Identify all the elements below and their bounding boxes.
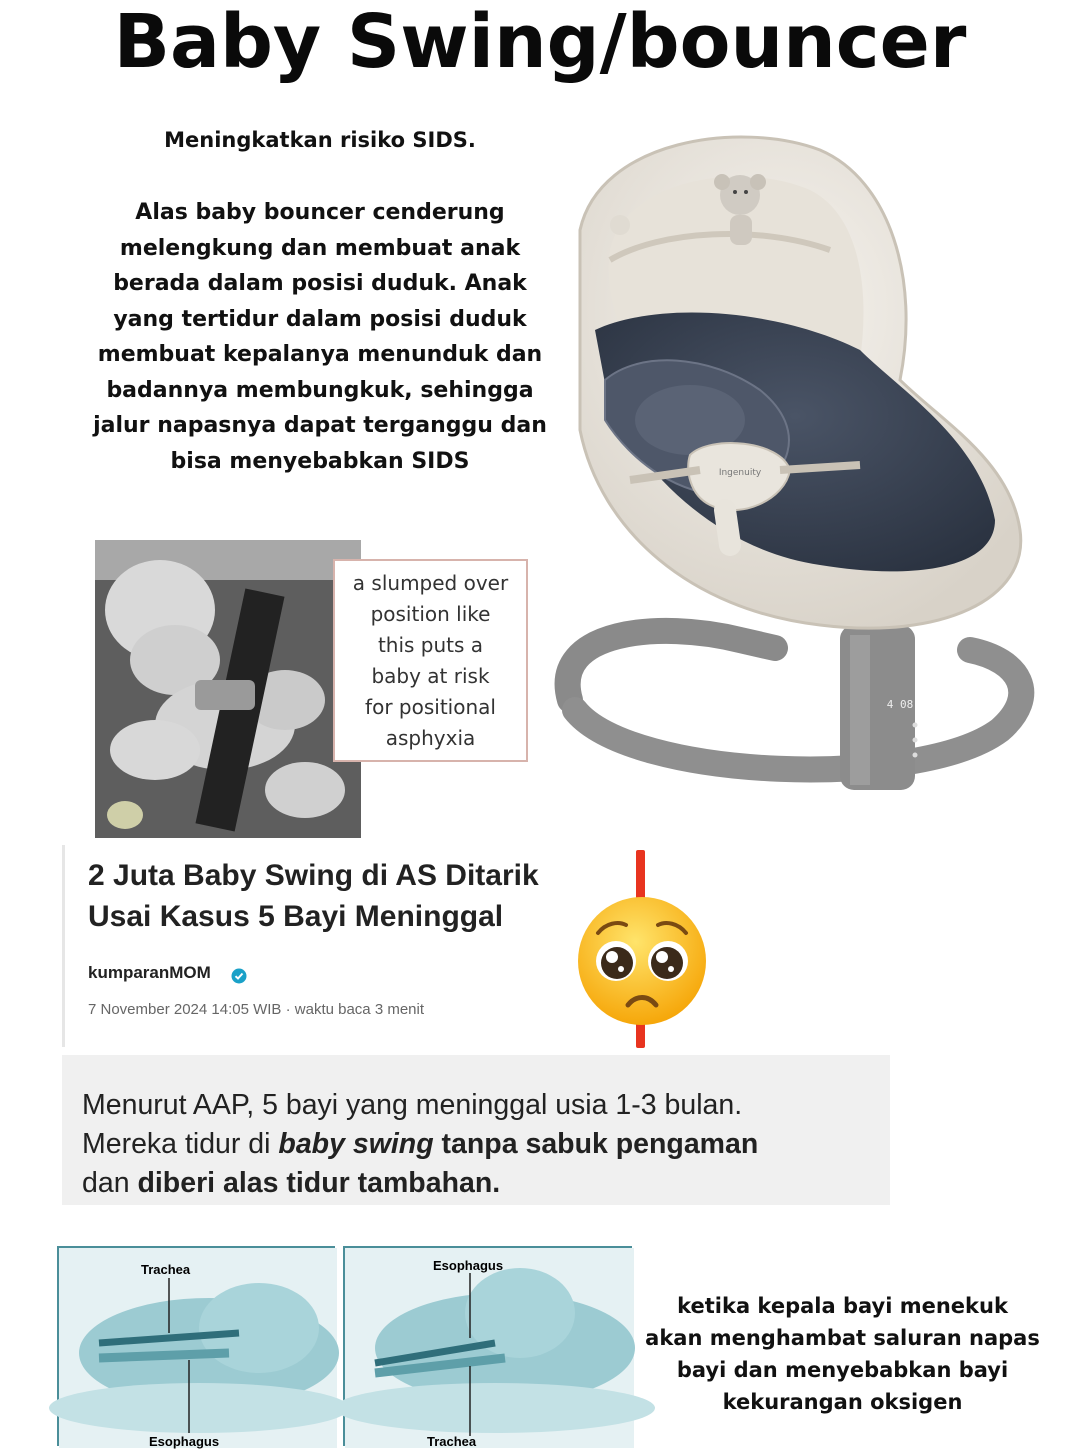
note-line: a slumped over [352,571,509,595]
control-display: 4 08 [886,698,914,711]
note-line: asphyxia [385,726,476,750]
intro-lead: Meningkatkan risiko SIDS. [164,128,476,152]
note-line: for positional [365,695,496,719]
page-title: Baby Swing/bouncer [113,0,967,85]
verified-check-icon [231,968,247,984]
diagram-label-esophagus: Esophagus [433,1258,504,1273]
baby-swing-illustration [540,100,1060,800]
intro-body: Alas baby bouncer cenderung melengkung dan membuat anak berada dalam posisi duduk. Anak yang tertidur dalam posisi duduk membuat kepalanya menunduk dan badannya membungkuk, sehingga jalur napasnya dapat terganggu dan bisa menyebabkan SIDS [93,200,547,474]
airway-diagram-open [57,1246,335,1449]
news-source: kumparanMOM [88,963,211,982]
airway-explanation-text: ketika kepala bayi menekuk akan menghambat saluran napas bayi dan menyebabkan bayi kekurangan oksigen [645,1294,1040,1414]
diagram-label-esophagus: Esophagus [149,1434,220,1449]
aap-quote-text: Menurut AAP, 5 bayi yang meninggal usia 1-3 bulan. Mereka tidur di baby swing tanpa sabuk pengaman dan diberi alas tidur tambahan. [82,1089,759,1199]
note-line: position like [370,602,491,626]
slumped-baby-photo [95,540,361,838]
note-line: this puts a [377,633,484,657]
diagram-label-trachea: Trachea [141,1262,191,1277]
news-headline: 2 Juta Baby Swing di AS Ditarik Usai Kasus 5 Bayi Meninggal [88,859,539,933]
pleading-face-emoji-icon [576,895,708,1027]
airway-diagram-flexed [343,1246,632,1449]
photo-caption-note [333,559,528,762]
swing-base-ring [568,631,775,700]
brand-tag: Ingenuity [718,468,762,478]
note-line: baby at risk [371,664,490,688]
diagram-label-trachea: Trachea [427,1434,477,1449]
news-date: 7 November 2024 14:05 WIB · waktu baca 3 menit [88,1001,425,1018]
